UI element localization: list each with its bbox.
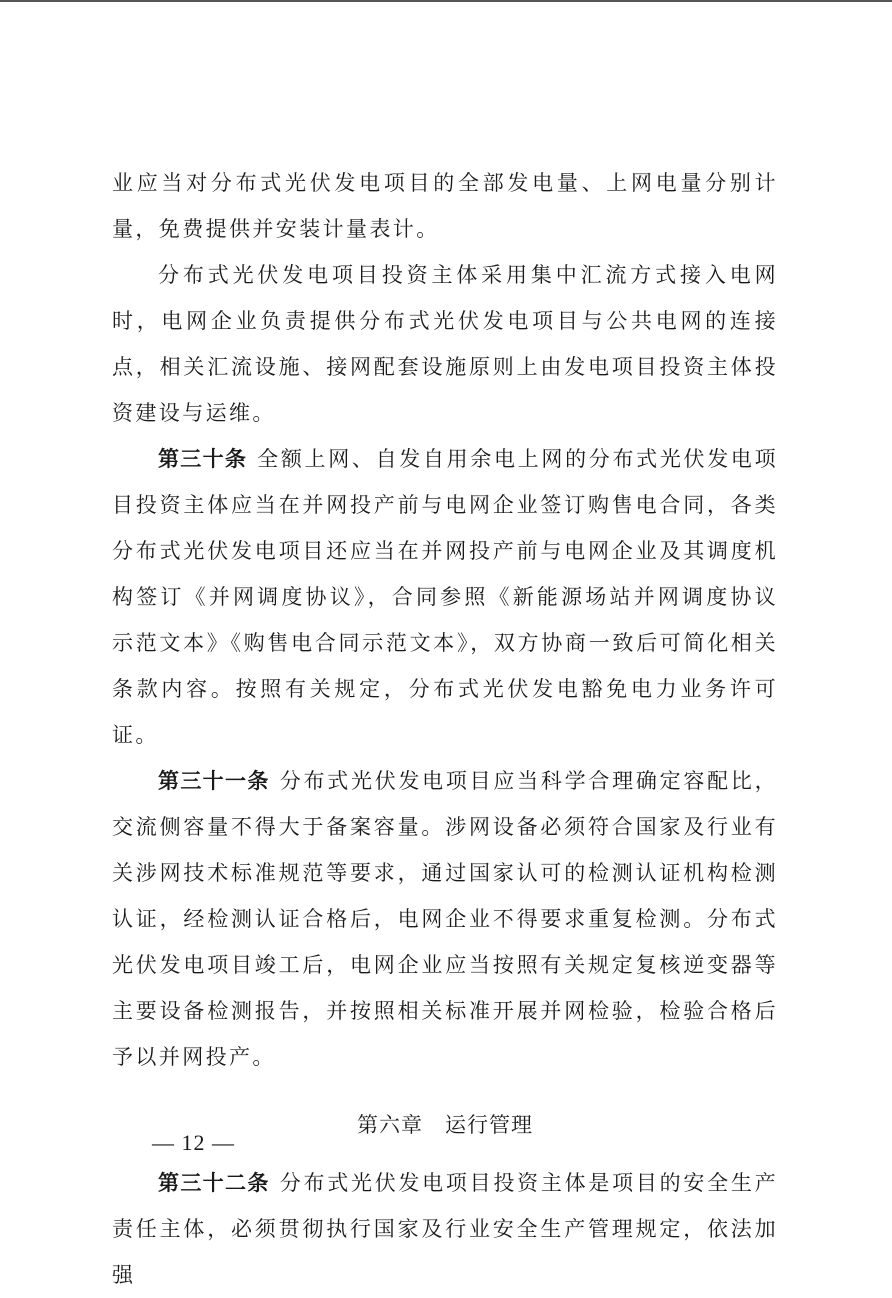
article-30-number: 第三十条 [158,447,248,471]
article-32-number: 第三十二条 [158,1171,270,1195]
article-31-text: 分布式光伏发电项目应当科学合理确定容配比，交流侧容量不得大于备案容量。涉网设备必须符合国家及行业有关涉网技术标准规范等要求，通过国家认可的检测认证机构检测认证，经检测认证合格后，电网企业不得要求重复检测。分布式光伏发电项目竣工后，电网企业应当按照有关规定复核逆变器等主要设备检测报告，并按照相关标准开展并网检验，检验合格后予以并网投产。 [112,769,778,1069]
article-32 [112,1160,778,1298]
chapter-title: 第六章 运行管理 [357,1113,533,1137]
page-top-border [0,0,892,2]
article-31-number: 第三十一条 [158,769,270,793]
paragraph-centralized-grid-connection: 分布式光伏发电项目投资主体采用集中汇流方式接入电网时，电网企业负责提供分布式光伏发电项目与公共电网的连接点，相关汇流设施、接网配套设施原则上由发电项目投资主体投资建设与运维。 [112,263,778,425]
article-30 [112,436,778,758]
article-31 [112,758,778,1080]
paragraph-continuation: 业应当对分布式光伏发电项目的全部发电量、上网电量分别计量，免费提供并安装计量表计。 [112,171,778,241]
article-30-text: 全额上网、自发自用余电上网的分布式光伏发电项目投资主体应当在并网投产前与电网企业签订购售电合同，各类分布式光伏发电项目还应当在并网投产前与电网企业及其调度机构签订《并网调度协议》，合同参照《新能源场站并网调度协议示范文本》《购售电合同示范文本》，双方协商一致后可简化相关条款内容。按照有关规定，分布式光伏发电豁免电力业务许可证。 [112,447,778,747]
page-number: — 12 — [152,1130,235,1155]
article-32-text: 分布式光伏发电项目投资主体是项目的安全生产责任主体，必须贯彻执行国家及行业安全生产管理规定，依法加强 [112,1171,778,1287]
